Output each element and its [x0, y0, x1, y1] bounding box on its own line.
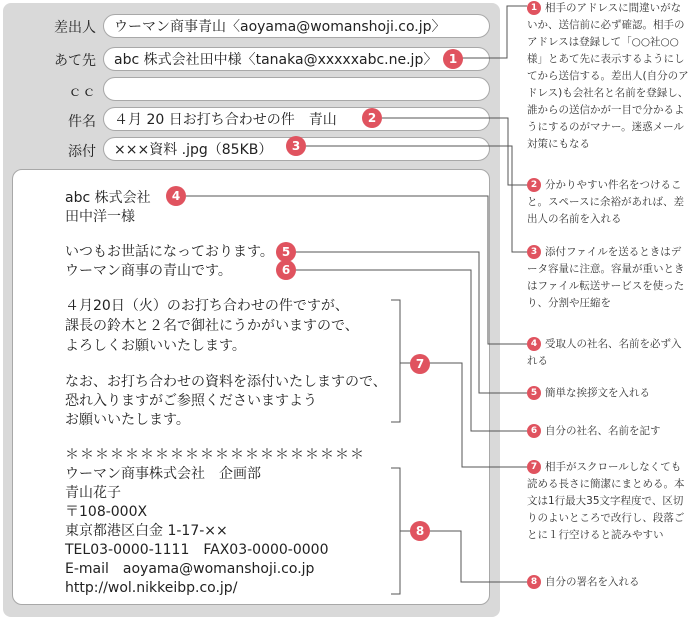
annotation-5 [527, 385, 689, 402]
callout-badge-8: 8 [410, 521, 430, 541]
body-para2-line: 恐れ入りますがご参照くださいますよう [65, 393, 317, 409]
body-para2-line: お願いいたします。 [65, 412, 190, 428]
annotation-text: 相手のアドレスに間違いがないか、送信前に必ず確認。相手のアドレスは登録して「○○社○○様」とあて先に表示するようにしてから送信する。差出人(自分のアドレス)も会社名と名前を登録し、誰からの送信かが一目で分かるようにするのがマナー。迷惑メール対策にもなる [527, 2, 689, 150]
attachment-label: 添付 [68, 144, 96, 160]
callout-badge-3: 3 [286, 136, 306, 156]
cc-label: ｃｃ [68, 84, 96, 100]
connector-7 [400, 363, 527, 467]
annotation-1 [527, 0, 689, 153]
signature-phone-fax: TEL03-0000-1111 FAX03-0000-0000 [65, 542, 329, 558]
subject-label: 件名 [68, 114, 96, 130]
attachment-field[interactable]: ×××資料 .jpg（85KB） [103, 137, 490, 161]
annotation-number: 4 [527, 337, 541, 351]
annotation-text: 自分の署名を入れる [545, 576, 640, 588]
connector-3 [306, 146, 527, 252]
annotation-text: 分かりやすい件名をつけること。スペースに余裕があれば、差出人の名前を入れる [527, 179, 684, 225]
signature-name: 青山花子 [65, 485, 121, 501]
annotation-number: 1 [527, 1, 541, 15]
body-para1-line: ４月20日（火）のお打ち合わせの件ですが、 [65, 298, 349, 314]
annotation-text: 簡単な挨拶文を入れる [545, 387, 650, 399]
body-sender-intro: ウーマン商事の青山です。 [65, 263, 232, 279]
bracket-8 [391, 468, 400, 594]
signature-url: http://wol.nikkeibp.co.jp/ [65, 580, 238, 596]
connector-6 [296, 270, 527, 431]
annotation-3 [527, 244, 689, 312]
annotation-7 [527, 459, 689, 544]
signature-email: E-mail aoyama@womanshoji.co.jp [65, 561, 315, 577]
annotation-text: 受取人の社名、名前を必ず入れる [527, 338, 682, 367]
callout-badge-6: 6 [276, 260, 296, 280]
callout-badge-4: 4 [166, 186, 186, 206]
annotation-number: 7 [527, 460, 541, 474]
body-para2-line: なお、お打ち合わせの資料を添付いたしますので、 [65, 374, 387, 390]
body-para1-line: よろしくお願いいたします。 [65, 338, 246, 354]
annotation-number: 3 [527, 245, 541, 259]
to-label: あて先 [54, 53, 96, 69]
annotation-text: 添付ファイルを送るときはデータ容量に注意。容量が重いときはファイル転送サービスを使ったり、分割や圧縮を [527, 246, 685, 309]
callout-badge-2: 2 [362, 108, 382, 128]
subject-field[interactable]: ４月 20 日お打ち合わせの件 青山 [103, 107, 490, 131]
body-recipient: 田中洋一様 [65, 209, 135, 225]
annotation-2 [527, 177, 689, 228]
signature-postal: 〒108-000X [65, 504, 148, 520]
signature-divider: ＊＊＊＊＊＊＊＊＊＊＊＊＊＊＊＊＊＊＊＊ [65, 447, 365, 463]
annotation-number: 2 [527, 178, 541, 192]
body-greeting: いつもお世話になっております。 [65, 244, 274, 260]
callout-badge-7: 7 [410, 354, 430, 374]
connector-1 [462, 6, 527, 58]
body-company: abc 株式会社 [65, 190, 151, 206]
annotation-4 [527, 336, 689, 370]
signature-company: ウーマン商事株式会社 企画部 [65, 466, 261, 482]
callout-badge-1: 1 [443, 49, 463, 69]
annotation-8 [527, 574, 689, 591]
annotation-text: 相手がスクロールしなくても読める長さに簡潔にまとめる。本文は1行最大35文字程度で、区切りのよいところで改行し、段落ごとに１行空けると読みやすい [527, 461, 685, 541]
annotation-text: 自分の社名、名前を記す [545, 425, 661, 437]
from-field[interactable]: ウーマン商事青山〈aoyama@womanshoji.co.jp〉 [103, 14, 490, 38]
from-label: 差出人 [54, 20, 96, 36]
connector-5 [296, 252, 527, 393]
body-para1-line: 課長の鈴木と２名で御社にうかがいますので、 [65, 318, 359, 334]
annotation-number: 6 [527, 424, 541, 438]
bracket-7 [391, 300, 400, 422]
connector-2 [382, 118, 527, 185]
annotation-6 [527, 423, 689, 440]
to-field[interactable]: abc 株式会社田中様〈tanaka@xxxxxabc.ne.jp〉 [103, 47, 490, 71]
signature-address: 東京都港区白金 1-17-×× [65, 523, 228, 539]
callout-badge-5: 5 [276, 242, 296, 262]
annotation-number: 8 [527, 575, 541, 589]
annotation-number: 5 [527, 386, 541, 400]
